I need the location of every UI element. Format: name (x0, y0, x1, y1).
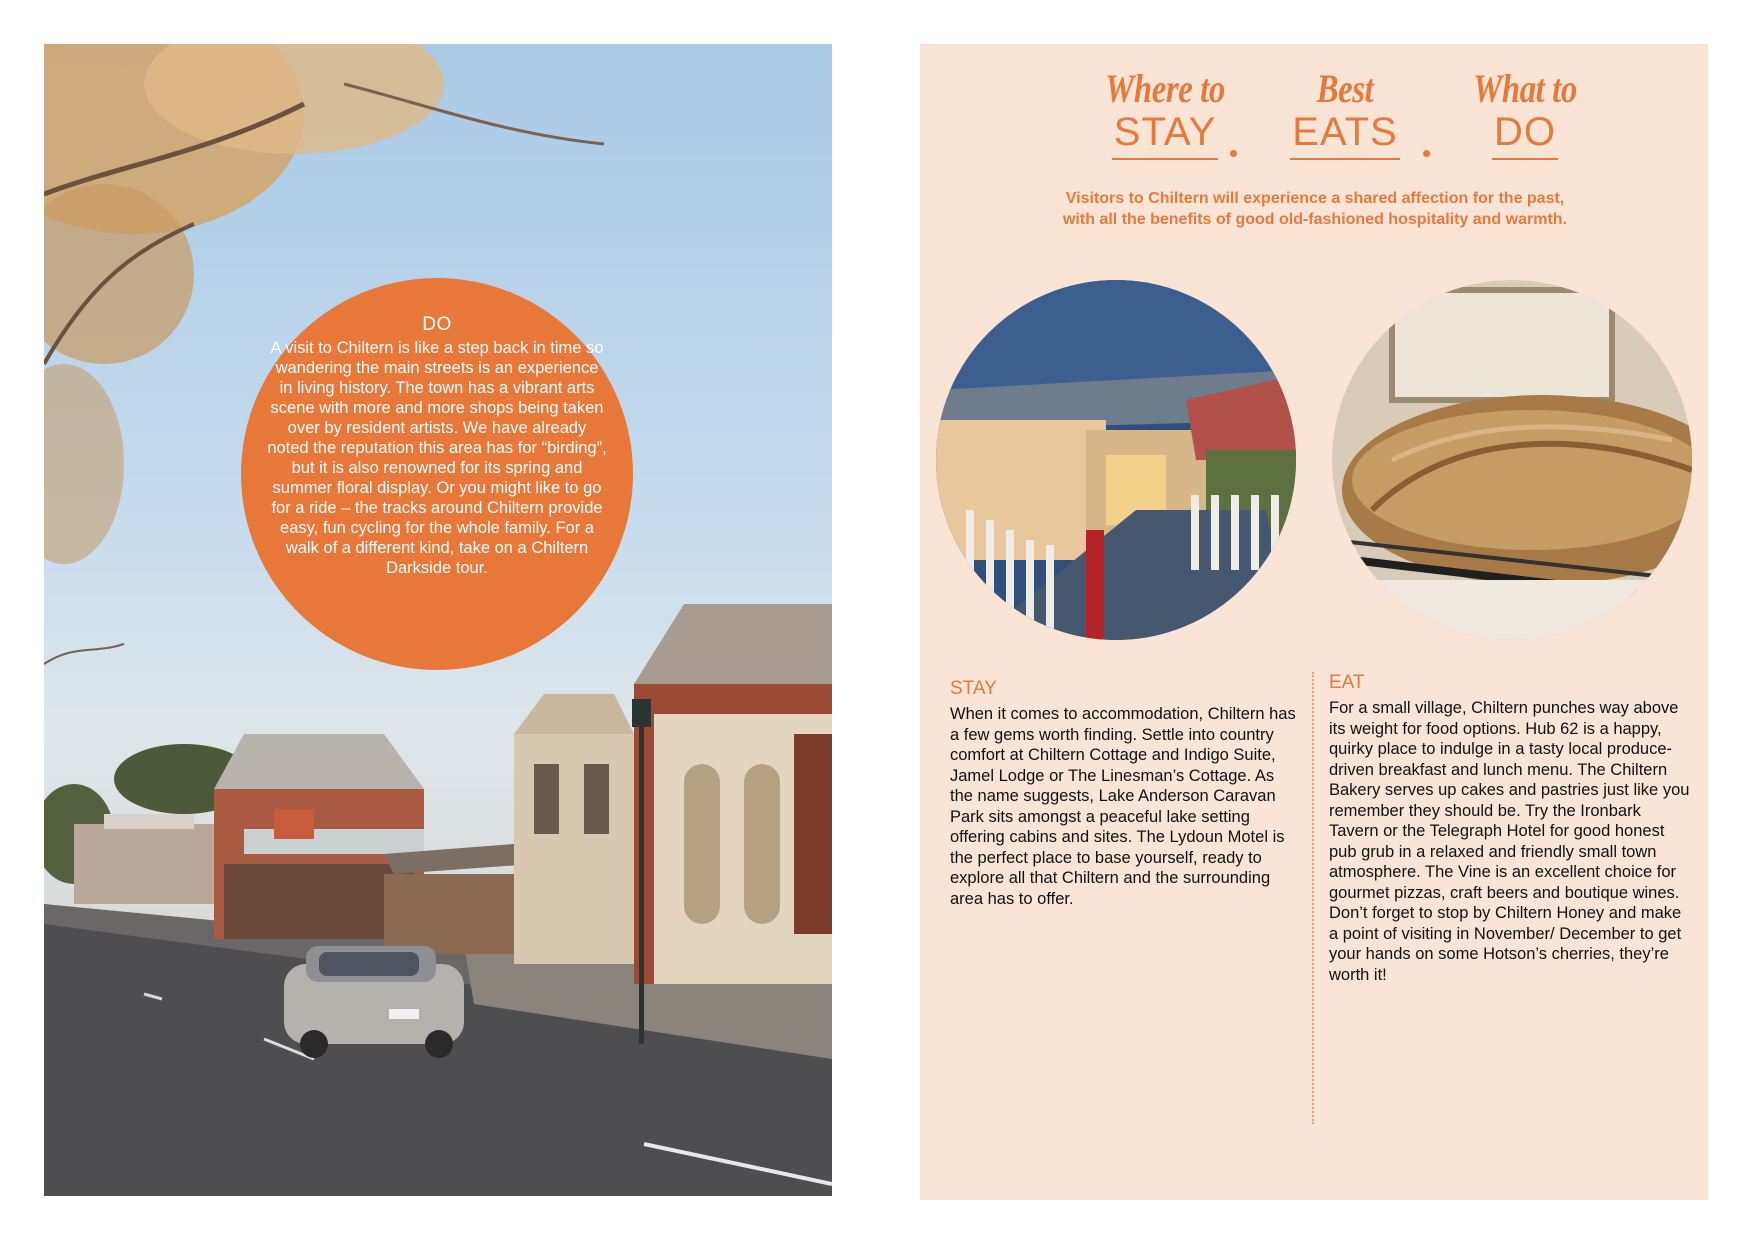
heading-best-eats (1280, 68, 1410, 160)
do-info-circle (241, 278, 633, 670)
stay-body-text: When it comes to accommodation, Chiltern has a few gems worth finding. Settle into country comfort at Chiltern Cottage and Indigo Suite, Jamel Lodge or The Linesman’s Cottage. As the name suggests, Lake Anderson Caravan Park sits amongst a peaceful lake setting offering cabins and sites. The Lydoun Motel is the perfect place to base yourself, ready to explore all that Chiltern and the surrounding area has to offer. (950, 705, 1296, 908)
heading-big-do: DO (1492, 110, 1558, 160)
bakery-photo-image (1332, 280, 1692, 640)
heading-script-where-to: Where to (1105, 66, 1225, 111)
column-divider (1312, 672, 1314, 1124)
cottage-photo-image (936, 280, 1296, 640)
heading-script-what-to: What to (1473, 66, 1577, 111)
cottage-photo (936, 280, 1296, 640)
heading-big-eats: EATS (1290, 110, 1400, 160)
stay-section (950, 678, 1298, 909)
do-heading: DO (422, 314, 452, 335)
heading-big-stay: STAY (1112, 110, 1219, 160)
heading-row (920, 68, 1708, 168)
right-page (920, 44, 1708, 1200)
do-body-text: A visit to Chiltern is like a step back in time so wandering the main streets is an experience in living history. The town has a vibrant arts scene with more and more shops being taken over by resident artists. We have already noted the reputation this area has for “birding”, but it is also renowned for its spring and summer floral display. Or you might like to go for a ride – the tracks around Chiltern provide easy, fun cycling for the whole family. For a walk of a different kind, take on a Chiltern Darkside tour. (267, 339, 607, 577)
eat-section (1329, 672, 1691, 985)
eat-body-text: For a small village, Chiltern punches way above its weight for food options. Hub 62 is a happy, quirky place to indulge in a tasty local produce-driven breakfast and lunch menu. The Chiltern Bakery serves up cakes and pastries just like you remember they should be. Try the Ironbark Tavern or the Telegraph Hotel for good honest pub grub in a relaxed and friendly small town atmosphere. The Vine is an excellent choice for gourmet pizzas, craft beers and boutique wines. Don’t forget to stop by Chiltern Honey and make a point of visiting in November/ December to get your hands on some Hotson’s cherries, they’re worth it! (1329, 699, 1690, 984)
heading-script-best: Best (1316, 66, 1374, 111)
eat-heading: EAT (1329, 672, 1365, 693)
stay-heading: STAY (950, 678, 997, 699)
heading-what-to-do (1450, 68, 1600, 160)
heading-where-to-stay (1070, 68, 1260, 160)
separator-dot (1423, 150, 1430, 157)
left-page (44, 44, 832, 1196)
separator-dot (1230, 150, 1237, 157)
intro-text: Visitors to Chiltern will experience a shared affection for the past, with all the benefits of good old-fashioned hospitality and warmth. (1062, 190, 1567, 228)
bakery-photo (1332, 280, 1692, 640)
